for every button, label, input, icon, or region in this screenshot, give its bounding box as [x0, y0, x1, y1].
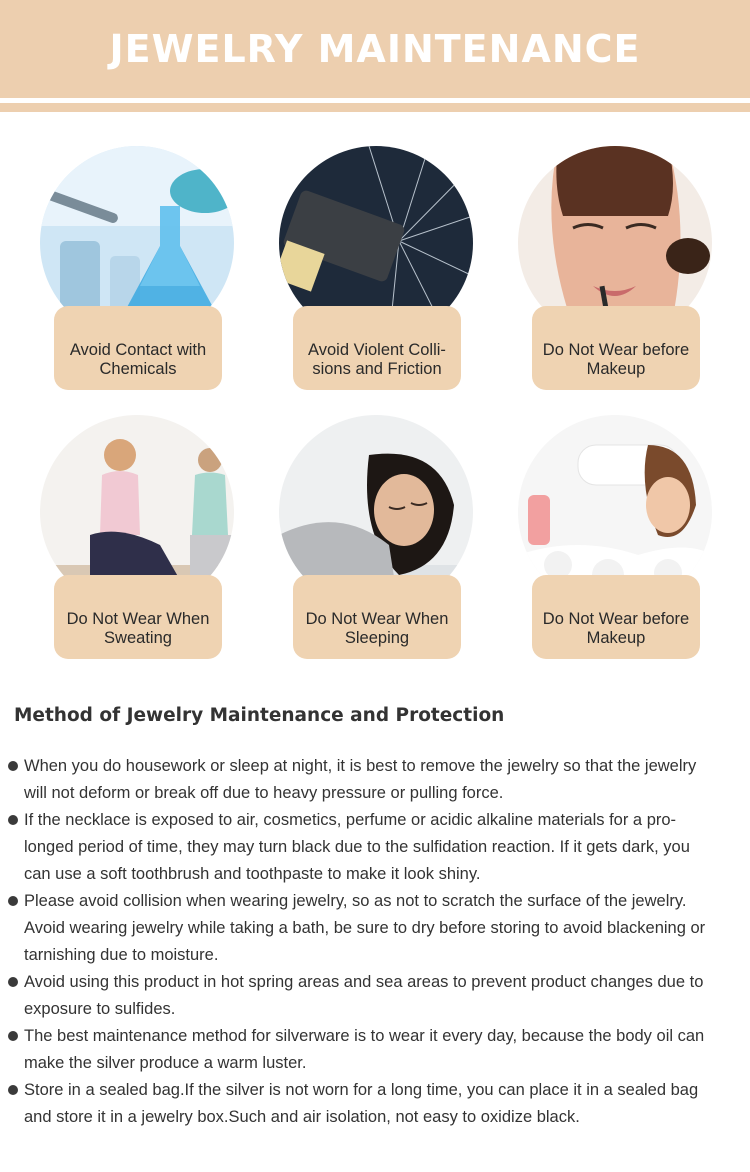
tip-label: Avoid Contact with Chemicals [54, 306, 222, 390]
bullet-icon [8, 977, 18, 987]
list-item: Please avoid collision when wearing jewelry, so as not to scratch the surface of the jewelry. Avoid wearing jewelry while taking a bath, be sure to dry before storing to avoid blackening or tarnishing due to moisture. [8, 888, 738, 969]
header-banner [0, 0, 750, 98]
tip-card-makeup [518, 146, 718, 406]
list-item: If the necklace is exposed to air, cosmetics, perfume or acidic alkaline materials for a pro- longed period of time, they may turn black due to the sulfidation reaction. If it gets dark, you can use a soft toothbrush and toothpaste to make it look shiny. [8, 807, 738, 888]
section-title: Method of Jewelry Maintenance and Protection [14, 705, 505, 726]
tip-label: Avoid Violent Colli- sions and Friction [293, 306, 461, 390]
list-item: When you do housework or sleep at night, it is best to remove the jewelry so that the jewelry will not deform or break off due to heavy pressure or pulling force. [8, 753, 738, 807]
list-item: Store in a sealed bag.If the silver is not worn for a long time, you can place it in a sealed bag and store it in a jewelry box.Such and air isolation, not easy to oxidize black. [8, 1077, 738, 1131]
bullet-icon [8, 896, 18, 906]
header-divider [0, 103, 750, 112]
list-item: The best maintenance method for silverware is to wear it every day, because the body oil can make the silver produce a warm luster. [8, 1023, 738, 1077]
maintenance-list [8, 753, 738, 1131]
tip-label: Do Not Wear When Sweating [54, 575, 222, 659]
tip-card-sleeping [279, 415, 479, 675]
tip-card-bath [518, 415, 718, 675]
bullet-icon [8, 1031, 18, 1041]
page-title: JEWELRY MAINTENANCE [109, 27, 641, 71]
tip-card-sweating [40, 415, 240, 675]
tip-card-collision [279, 146, 479, 406]
bullet-icon [8, 1085, 18, 1095]
tip-label: Do Not Wear before Makeup [532, 306, 700, 390]
bullet-icon [8, 815, 18, 825]
list-item: Avoid using this product in hot spring areas and sea areas to prevent product changes due to exposure to sulfides. [8, 969, 738, 1023]
tip-label: Do Not Wear When Sleeping [293, 575, 461, 659]
tip-card-chemicals [40, 146, 240, 406]
tip-label: Do Not Wear before Makeup [532, 575, 700, 659]
bullet-icon [8, 761, 18, 771]
